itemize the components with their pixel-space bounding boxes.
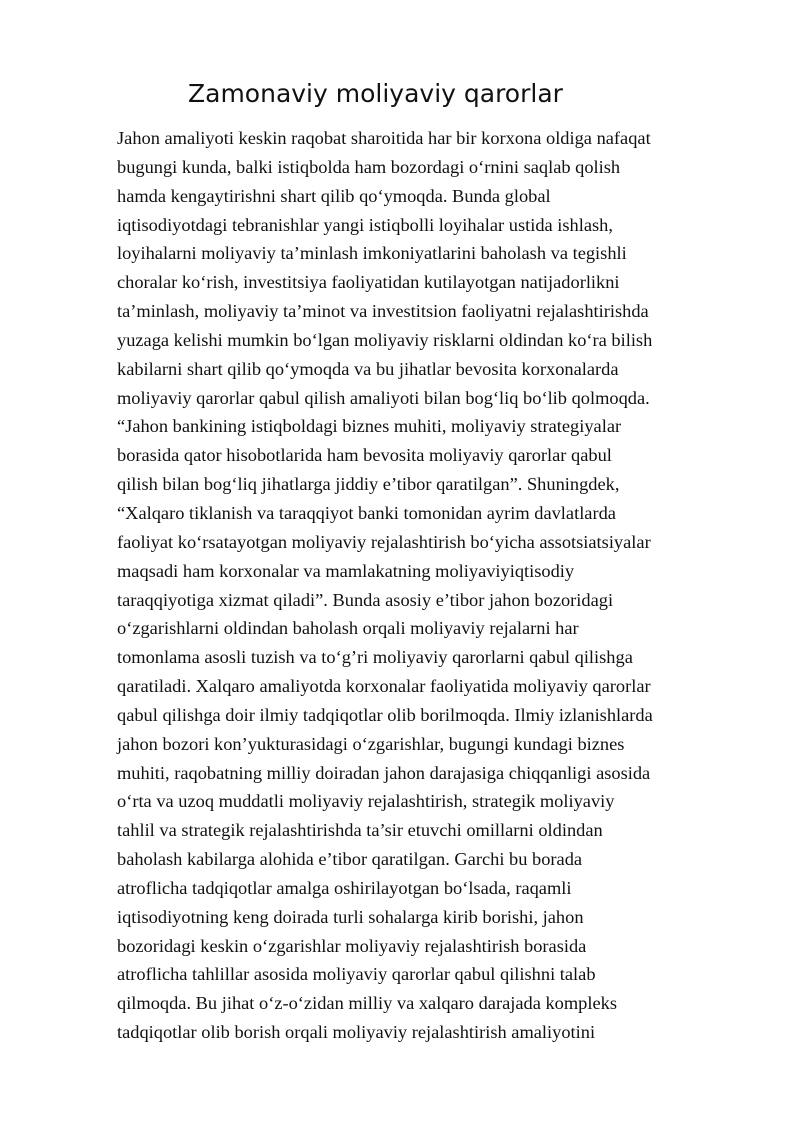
text-line: baholash kabilarga alohida e’tibor qaratilgan. Garchi bu borada xyxy=(117,849,583,870)
text-line: jahon bozori kon’yukturasidagi o‘zgarishlar, bugungi kundagi biznes xyxy=(117,733,625,754)
text-line: “Jahon bankining istiqboldagi biznes muhiti, moliyaviy strategiyalar xyxy=(117,416,622,437)
text-line: muhiti, raqobatning milliy doiradan jahon darajasiga chiqqanligi asosida xyxy=(117,762,651,783)
text-line: iqtisodiyotdagi tebranishlar yangi istiqbolli loyihalar ustida ishlash, xyxy=(117,214,613,235)
text-line: qabul qilishga doir ilmiy tadqiqotlar olib borilmoqda. Ilmiy izlanishlarda xyxy=(117,704,653,725)
text-line: o‘rta va uzoq muddatli moliyaviy rejalashtirish, strategik moliyaviy xyxy=(117,791,615,812)
text-line: qaratiladi. Xalqaro amaliyotda korxonalar faoliyatida moliyaviy qarorlar xyxy=(117,676,651,697)
text-line: qilmoqda. Bu jihat o‘z-o‘zidan milliy va xalqaro darajada kompleks xyxy=(117,993,617,1014)
text-line: choralar ko‘rish, investitsiya faoliyatidan kutilayotgan natijadorlikni xyxy=(117,272,620,293)
text-line: bugungi kunda, balki istiqbolda ham bozordagi o‘rnini saqlab qolish xyxy=(117,156,621,177)
text-line: tomonlama asosli tuzish va to‘g’ri moliyaviy qarorlarni qabul qilishga xyxy=(117,647,633,668)
text-line: atroflicha tahlillar asosida moliyaviy qarorlar qabul qilishni talab xyxy=(117,964,596,985)
text-line: Jahon amaliyoti keskin raqobat sharoitida har bir korxona oldiga nafaqat xyxy=(117,128,651,148)
text-line: qilish bilan bog‘liq jihatlarga jiddiy e’tibor qaratilgan”. Shuningdek, xyxy=(117,474,620,495)
text-line: faoliyat ko‘rsatayotgan moliyaviy rejalashtirish bo‘yicha assotsiatsiyalar xyxy=(117,531,651,552)
text-line: o‘zgarishlarni oldindan baholash orqali moliyaviy rejalarni har xyxy=(117,618,579,639)
text-line: bozoridagi keskin o‘zgarishlar moliyaviy rejalashtirish borasida xyxy=(117,935,587,956)
text-line: iqtisodiyotning keng doirada turli sohalarga kirib borishi, jahon xyxy=(117,906,584,927)
text-line: loyihalarni moliyaviy ta’minlash imkoniyatlarini baholash va tegishli xyxy=(117,243,627,264)
text-line: borasida qator hisobotlarida ham bevosita moliyaviy qarorlar qabul xyxy=(117,445,612,466)
text-line: atroflicha tadqiqotlar amalga oshirilayotgan bo‘lsada, raqamli xyxy=(117,877,572,898)
text-line: yuzaga kelishi mumkin bo‘lgan moliyaviy risklarni oldindan ko‘ra bilish xyxy=(117,329,653,350)
text-line: tahlil va strategik rejalashtirishda ta’sir etuvchi omillarni oldindan xyxy=(117,820,603,841)
text-line: maqsadi ham korxonalar va mamlakatning moliyaviyiqtisodiy xyxy=(117,560,575,581)
text-line: taraqqiyotiga xizmat qiladi”. Bunda asosiy e’tibor jahon bozoridagi xyxy=(117,589,614,610)
text-line: moliyaviy qarorlar qabul qilish amaliyoti bilan bog‘liq bo‘lib qolmoqda. xyxy=(117,387,650,408)
body-paragraph xyxy=(117,124,747,1047)
text-line: ta’minlash, moliyaviy ta’minot va investitsion faoliyatni rejalashtirishda xyxy=(117,301,649,322)
text-line: hamda kengaytirishni shart qilib qo‘ymoqda. Bunda global xyxy=(117,185,551,206)
text-line: tadqiqotlar olib borish orqali moliyaviy rejalashtirish amaliyotini xyxy=(117,1022,596,1043)
document-title: Zamonaviy moliyaviy qarorlar xyxy=(188,79,563,108)
text-line: kabilarni shart qilib qo‘ymoqda va bu jihatlar bevosita korxonalarda xyxy=(117,358,619,379)
text-line: “Xalqaro tiklanish va taraqqiyot banki tomonidan ayrim davlatlarda xyxy=(117,502,616,523)
